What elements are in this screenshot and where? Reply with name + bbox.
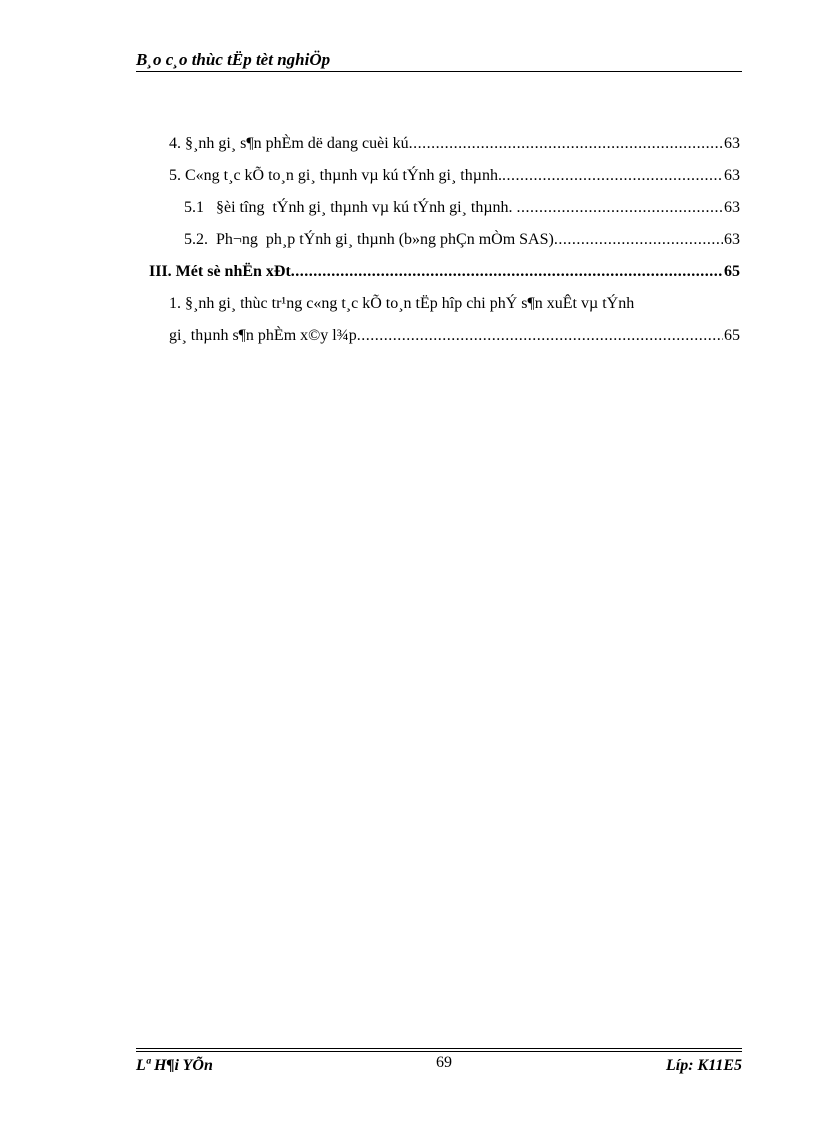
toc-entry-page: 63 [724,199,740,216]
footer-author: Lª H¶i YÕn [136,1057,213,1074]
footer-rule [136,1048,742,1049]
page-header [136,50,742,70]
toc-leader [291,262,723,282]
toc-entry[interactable] [136,230,740,250]
toc-entry-page: 65 [724,263,740,280]
footer-class: Líp: K11E5 [665,1057,742,1074]
toc-entry-page: 63 [724,167,740,184]
toc-entry[interactable] [136,262,740,282]
toc-entry-label-line2: gi¸ thµnh s¶n phÈm x©y l¾p [169,327,357,344]
toc-entry-page: 63 [724,135,740,152]
toc-entry-page: 63 [724,231,740,248]
toc-entry-label: 5.1 §èi tîng tÝnh gi¸ thµnh vµ kú tÝnh gi¸ thµnh. [184,199,517,216]
toc-entry[interactable] [136,294,740,346]
header-title: B¸o c¸o thùc tËp tèt nghiÖp [136,50,331,69]
toc-leader [409,134,723,154]
toc-entry-label-line1: 1. §¸nh gi¸ thùc tr¹ng c«ng t¸c kÕ to¸n tËp hîp chi phÝ s¶n xuÊt vµ tÝnh [169,295,635,312]
footer-rule [136,1051,742,1052]
toc-entry-label: 5.2. Ph¬ng ph¸p tÝnh gi¸ thµnh (b»ng phÇn mÒm SAS) [184,231,554,248]
toc-entry[interactable] [136,198,740,218]
toc-entry-line2 [136,326,740,346]
toc-entry-label: III. Mét sè nhËn xÐt [149,263,291,280]
header-rule [136,71,742,72]
toc-entry[interactable] [136,134,740,154]
toc-entry-page: 65 [724,327,740,344]
toc-leader [357,326,723,346]
toc-entry[interactable] [136,166,740,186]
toc-leader [502,166,723,186]
footer-page-number: 69 [436,1054,452,1071]
toc-entry-label: 4. §¸nh gi¸ s¶n phÈm dë dang cuèi kú [169,135,409,152]
table-of-contents [136,134,740,346]
toc-entry-label: 5. C«ng t¸c kÕ to¸n gi¸ thµnh vµ kú tÝnh gi¸ thµnh. [169,167,502,184]
toc-leader [517,198,723,218]
toc-leader [554,230,723,250]
